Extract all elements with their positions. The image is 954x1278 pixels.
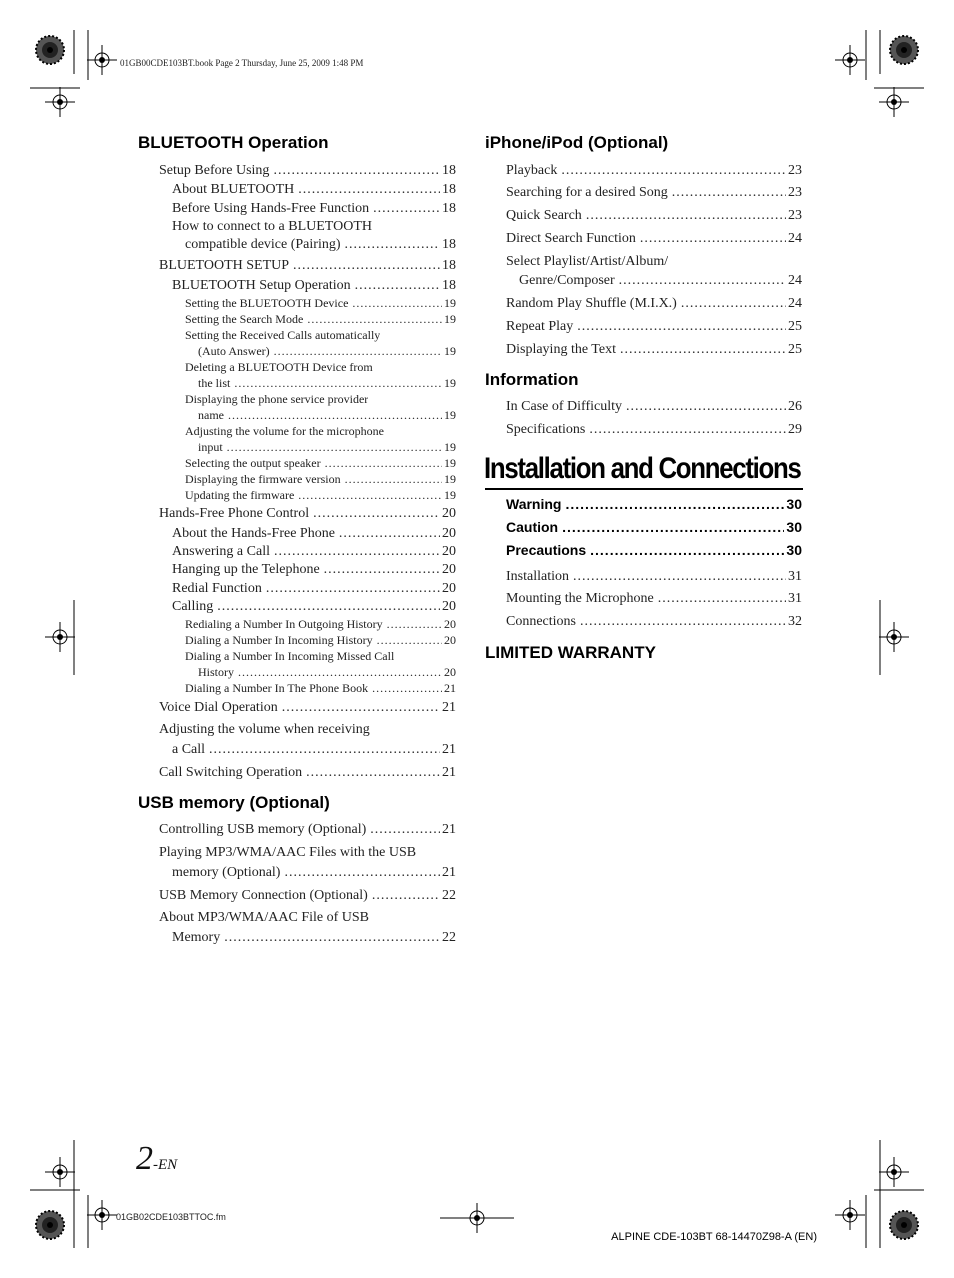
toc-entry-title: BLUETOOTH Setup Operation <box>172 278 351 293</box>
dot-leader <box>274 544 440 560</box>
ipod-entry[interactable] <box>506 342 802 358</box>
toc-entry-title: Setup Before Using <box>159 163 270 178</box>
bluetooth-entry[interactable] <box>198 665 456 680</box>
toc-entry-title: Memory <box>172 930 221 945</box>
bluetooth-entry[interactable] <box>185 617 456 632</box>
toc-page-number: 30 <box>786 542 802 558</box>
dot-leader <box>377 633 442 648</box>
dot-leader <box>325 456 442 471</box>
toc-entry-title: Redialing a Number In Outgoing History <box>185 617 383 631</box>
toc-entry-title: History <box>198 665 234 679</box>
ipod-entry[interactable] <box>506 319 802 335</box>
toc-entry-title: Setting the Search Mode <box>185 312 304 326</box>
ipod-entry[interactable] <box>506 185 802 201</box>
installation-bold-entry[interactable] <box>506 542 802 558</box>
toc-entry-title: Setting the BLUETOOTH Device <box>185 296 349 310</box>
bluetooth-entry <box>185 424 384 439</box>
bluetooth-entry[interactable] <box>172 182 456 198</box>
dot-leader <box>298 488 442 503</box>
usb-entry[interactable] <box>172 865 456 881</box>
toc-page-number: 18 <box>442 182 456 197</box>
toc-page-number: 31 <box>788 591 802 606</box>
toc-entry-title: Displaying the Text <box>506 342 616 357</box>
dot-leader <box>298 182 440 198</box>
dot-leader <box>209 742 440 758</box>
toc-entry-title: Controlling USB memory (Optional) <box>159 822 367 837</box>
bluetooth-heading: BLUETOOTH Operation <box>138 133 329 152</box>
ipod-entry[interactable] <box>506 231 802 247</box>
toc-entry-title: Displaying the firmware version <box>185 472 341 486</box>
toc-entry-title: Quick Search <box>506 208 582 223</box>
toc-entry-title: Hanging up the Telephone <box>172 562 320 577</box>
bluetooth-entry[interactable] <box>172 544 456 560</box>
dot-leader <box>373 201 440 217</box>
toc-entry-title: Selecting the output speaker <box>185 456 321 470</box>
bluetooth-entry[interactable] <box>159 506 456 522</box>
toc-entry-title: Precautions <box>506 542 587 558</box>
installation-bold-entry[interactable] <box>506 496 802 512</box>
toc-page-number: 20 <box>442 599 456 614</box>
dot-leader <box>307 312 442 327</box>
dot-leader <box>234 376 442 391</box>
bluetooth-entry[interactable] <box>159 700 456 716</box>
dot-leader <box>324 562 440 578</box>
toc-page-number: 23 <box>788 208 802 223</box>
bluetooth-entry[interactable] <box>198 344 456 359</box>
dot-leader <box>573 569 786 585</box>
toc-entry-title: Setting the Received Calls automatically <box>185 328 381 342</box>
installation-title: Installation and Connections <box>484 452 801 485</box>
dot-leader <box>372 681 442 696</box>
toc-entry-title: Select Playlist/Artist/Album/ <box>506 254 669 269</box>
installation-title-rule <box>485 488 803 490</box>
dot-leader <box>313 506 440 522</box>
toc-page-number: 20 <box>442 544 456 559</box>
toc-page-number: 24 <box>788 296 802 311</box>
usb-entry[interactable] <box>172 930 456 946</box>
toc-entry-title: Direct Search Function <box>506 231 636 246</box>
bluetooth-entry[interactable] <box>172 742 456 758</box>
bluetooth-entry <box>185 392 368 407</box>
toc-entry-title: How to connect to a BLUETOOTH <box>172 219 372 234</box>
bluetooth-entry[interactable] <box>185 681 456 696</box>
bluetooth-entry[interactable] <box>185 237 456 253</box>
bluetooth-entry[interactable] <box>198 408 456 423</box>
toc-entry-title: Searching for a desired Song <box>506 185 668 200</box>
dot-leader <box>589 422 786 438</box>
toc-page-number: 19 <box>444 296 456 310</box>
dot-leader <box>620 342 786 358</box>
bluetooth-entry[interactable] <box>172 526 456 542</box>
toc-entry-title: About MP3/WMA/AAC File of USB <box>159 910 370 925</box>
dot-leader <box>274 344 442 359</box>
toc-entry-title: Specifications <box>506 422 586 437</box>
toc-entry-title: Caution <box>506 519 559 535</box>
usb-heading: USB memory (Optional) <box>138 793 330 812</box>
toc-entry-title: Playing MP3/WMA/AAC Files with the USB <box>159 845 417 860</box>
toc-entry-title: Installation <box>506 569 569 584</box>
toc-entry-title: memory (Optional) <box>172 865 281 880</box>
bluetooth-entry[interactable] <box>185 456 456 471</box>
page-number-digit: 2 <box>136 1140 153 1177</box>
dot-leader <box>658 591 786 607</box>
toc-entry-title: Dialing a Number In Incoming Missed Call <box>185 649 395 663</box>
toc-entry-title: Adjusting the volume for the microphone <box>185 424 384 438</box>
bluetooth-entry <box>185 360 373 375</box>
toc-page-number: 21 <box>442 700 456 715</box>
toc-page-number: 30 <box>786 519 802 535</box>
bluetooth-entry[interactable] <box>198 440 456 455</box>
toc-page-number: 20 <box>444 633 456 647</box>
toc-page-number: 31 <box>788 569 802 584</box>
bluetooth-entry[interactable] <box>172 201 456 217</box>
toc-entry-title: About the Hands-Free Phone <box>172 526 335 541</box>
dot-leader <box>586 208 786 224</box>
toc-page-number: 19 <box>444 376 456 390</box>
warranty-heading[interactable]: LIMITED WARRANTY <box>485 643 656 662</box>
dot-leader <box>590 542 784 558</box>
toc-page-number: 20 <box>444 665 456 679</box>
dot-leader <box>345 237 441 253</box>
toc-page-number: 24 <box>788 231 802 246</box>
dot-leader <box>370 822 440 838</box>
bluetooth-entry <box>185 328 380 343</box>
dot-leader <box>306 765 440 781</box>
dot-leader <box>217 599 440 615</box>
toc-entry-title: compatible device (Pairing) <box>185 237 341 252</box>
ipod-entry[interactable] <box>506 208 802 224</box>
bluetooth-entry[interactable] <box>172 581 456 597</box>
toc-page-number: 19 <box>444 312 456 326</box>
toc-page-number: 19 <box>444 440 456 454</box>
toc-page-number: 22 <box>442 888 456 903</box>
toc-entry-title: the list <box>198 376 231 390</box>
toc-page-number: 20 <box>444 617 456 631</box>
bluetooth-entry <box>172 219 372 235</box>
toc-page-number: 30 <box>786 496 802 512</box>
installation-bold-entry[interactable] <box>506 519 802 535</box>
toc-entry-title: Mounting the Microphone <box>506 591 654 606</box>
toc-entry-title: Genre/Composer <box>519 273 615 288</box>
toc-entry-title: Dialing a Number In Incoming History <box>185 633 373 647</box>
usb-entry[interactable] <box>159 888 456 904</box>
toc-entry-title: name <box>198 408 224 422</box>
toc-page-number: 22 <box>442 930 456 945</box>
toc-page-number: 32 <box>788 614 802 629</box>
dot-leader <box>626 399 786 415</box>
dot-leader <box>352 296 442 311</box>
bluetooth-entry[interactable] <box>198 376 456 391</box>
toc-page-number: 18 <box>442 163 456 178</box>
bluetooth-entry[interactable] <box>159 163 456 179</box>
toc-entry-title: Voice Dial Operation <box>159 700 278 715</box>
dot-leader <box>345 472 442 487</box>
toc-entry-title: Updating the firmware <box>185 488 295 502</box>
toc-page-number: 21 <box>442 865 456 880</box>
installation-entry[interactable] <box>506 614 802 630</box>
toc-page-number: 19 <box>444 456 456 470</box>
toc-entry-title: a Call <box>172 742 206 757</box>
toc-entry-title: Hands-Free Phone Control <box>159 506 310 521</box>
bluetooth-entry[interactable] <box>159 258 456 274</box>
toc-page-number: 19 <box>444 472 456 486</box>
footer-model-code: ALPINE CDE-103BT 68-14470Z98-A (EN) <box>611 1231 817 1243</box>
usb-entry <box>159 845 416 861</box>
toc-entry-title: Deleting a BLUETOOTH Device from <box>185 360 373 374</box>
dot-leader <box>387 617 442 632</box>
toc-page-number: 29 <box>788 422 802 437</box>
page-number <box>136 1140 177 1178</box>
dot-leader <box>228 408 442 423</box>
toc-page-number: 23 <box>788 185 802 200</box>
ipod-heading: iPhone/iPod (Optional) <box>485 133 669 152</box>
dot-leader <box>339 526 440 542</box>
ipod-entry[interactable] <box>519 273 802 289</box>
dot-leader <box>565 496 784 512</box>
toc-entry-title: Repeat Play <box>506 319 574 334</box>
toc-page-number: 21 <box>442 765 456 780</box>
dot-leader <box>238 665 442 680</box>
information-heading: Information <box>485 370 579 389</box>
toc-entry-title: (Auto Answer) <box>198 344 270 358</box>
page-number-suffix: -EN <box>153 1157 178 1173</box>
toc-entry-title: Before Using Hands-Free Function <box>172 201 370 216</box>
bluetooth-entry[interactable] <box>185 488 456 503</box>
bluetooth-entry <box>159 722 370 738</box>
footer-file-name: 01GB02CDE103BTTOC.fm <box>116 1212 226 1222</box>
toc-page-number: 19 <box>444 344 456 358</box>
dot-leader <box>672 185 786 201</box>
toc-entry-title: input <box>198 440 223 454</box>
toc-page-number: 25 <box>788 319 802 334</box>
bluetooth-entry[interactable] <box>159 765 456 781</box>
ipod-entry <box>506 254 668 270</box>
bluetooth-entry[interactable] <box>172 278 456 294</box>
dot-leader <box>640 231 786 247</box>
toc-entry-title: About BLUETOOTH <box>172 182 295 197</box>
information-entry[interactable] <box>506 422 802 438</box>
dot-leader <box>282 700 440 716</box>
dot-leader <box>561 163 786 179</box>
dot-leader <box>577 319 786 335</box>
toc-page-number: 24 <box>788 273 802 288</box>
toc-page-number: 18 <box>442 278 456 293</box>
toc-entry-title: Warning <box>506 496 562 512</box>
dot-leader <box>266 581 440 597</box>
bluetooth-entry[interactable] <box>172 599 456 615</box>
ipod-entry[interactable] <box>506 296 802 312</box>
dot-leader <box>227 440 442 455</box>
toc-page-number: 20 <box>442 526 456 541</box>
toc-entry-title: BLUETOOTH SETUP <box>159 258 290 273</box>
bluetooth-entry[interactable] <box>185 633 456 648</box>
toc-entry-title: Playback <box>506 163 558 178</box>
toc-page-number: 20 <box>442 506 456 521</box>
dot-leader <box>284 865 440 881</box>
installation-entry[interactable] <box>506 591 802 607</box>
dot-leader <box>293 258 440 274</box>
toc-entry-title: Adjusting the volume when receiving <box>159 722 370 737</box>
toc-page-number: 18 <box>442 237 456 252</box>
toc-page-number: 19 <box>444 488 456 502</box>
installation-entry[interactable] <box>506 569 802 585</box>
toc-page-number: 20 <box>442 581 456 596</box>
bluetooth-entry[interactable] <box>185 472 456 487</box>
dot-leader <box>681 296 786 312</box>
toc-page-number: 26 <box>788 399 802 414</box>
dot-leader <box>224 930 440 946</box>
toc-page-number: 21 <box>442 822 456 837</box>
toc-entry-title: In Case of Difficulty <box>506 399 622 414</box>
dot-leader <box>372 888 440 904</box>
dot-leader <box>562 519 784 535</box>
toc-entry-title: Dialing a Number In The Phone Book <box>185 681 369 695</box>
toc-entry-title: Redial Function <box>172 581 262 596</box>
dot-leader <box>580 614 786 630</box>
toc-entry-title: Random Play Shuffle (M.I.X.) <box>506 296 677 311</box>
toc-entry-title: USB Memory Connection (Optional) <box>159 888 368 903</box>
toc-page-number: 19 <box>444 408 456 422</box>
file-header: 01GB00CDE103BT.book Page 2 Thursday, June 25, 2009 1:48 PM <box>120 58 364 68</box>
ipod-entry[interactable] <box>506 163 802 179</box>
bluetooth-entry <box>185 649 394 664</box>
dot-leader <box>273 163 440 179</box>
toc-page-number: 23 <box>788 163 802 178</box>
toc-entry-title: Call Switching Operation <box>159 765 303 780</box>
bluetooth-entry[interactable] <box>185 312 456 327</box>
toc-entry-title: Answering a Call <box>172 544 270 559</box>
toc-entry-title: Connections <box>506 614 576 629</box>
toc-entry-title: Displaying the phone service provider <box>185 392 369 406</box>
toc-page-number: 18 <box>442 258 456 273</box>
usb-entry <box>159 910 369 926</box>
toc-page-number: 20 <box>442 562 456 577</box>
bluetooth-entry[interactable] <box>172 562 456 578</box>
information-entry[interactable] <box>506 399 802 415</box>
toc-page-number: 25 <box>788 342 802 357</box>
toc-page-number: 21 <box>444 681 456 695</box>
toc-page-number: 18 <box>442 201 456 216</box>
toc-entry-title: Calling <box>172 599 214 614</box>
toc-page-number: 21 <box>442 742 456 757</box>
usb-entry[interactable] <box>159 822 456 838</box>
bluetooth-entry[interactable] <box>185 296 456 311</box>
dot-leader <box>355 278 440 294</box>
dot-leader <box>619 273 786 289</box>
